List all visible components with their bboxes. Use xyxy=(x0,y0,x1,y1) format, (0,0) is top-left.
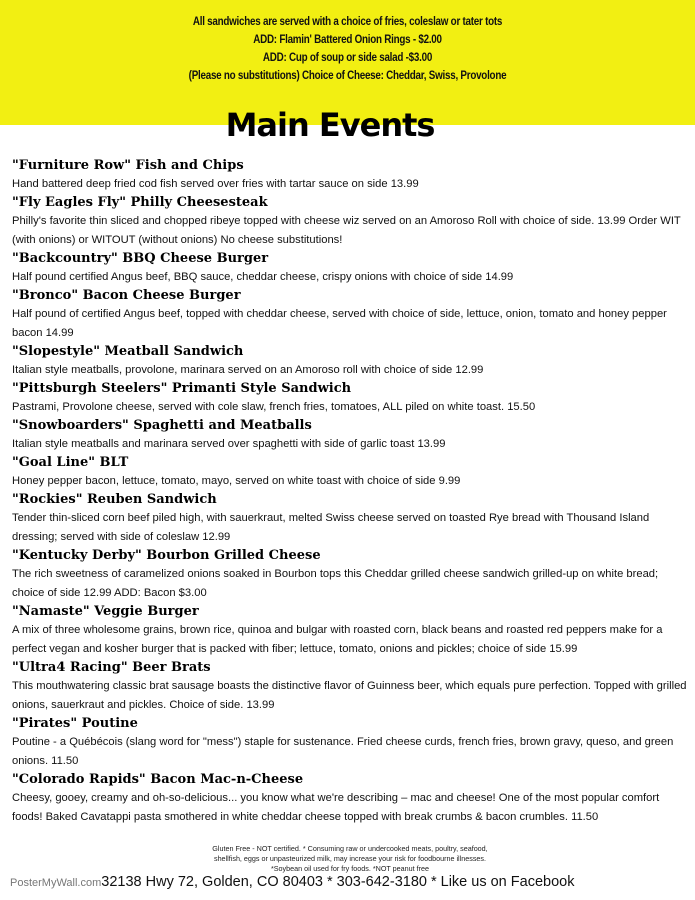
allergy-footnote xyxy=(0,844,695,874)
footnote-line: *Soybean oil used for fry foods. *NOT peanut free xyxy=(270,864,430,873)
menu-item-name: "Pirates" Poutine xyxy=(12,716,138,731)
menu-item-name: "Pittsburgh Steelers" Primanti Style Sandwich xyxy=(12,381,352,396)
menu-item-description: Tender thin-sliced corn beef piled high, with sauerkraut, melted Swiss cheese served on toasted Rye bread with Thousand Island dressing; served with side of coleslaw 12.99 xyxy=(12,512,650,543)
banner-line: ADD: Cup of soup or side salad -$3.00 xyxy=(262,50,433,64)
menu-item xyxy=(12,194,688,250)
menu-item-name: "Fly Eagles Fly" Philly Cheesesteak xyxy=(12,195,268,210)
menu-item-description: Honey pepper bacon, lettuce, tomato, mayo, served on white toast with choice of side 9.99 xyxy=(12,475,461,487)
menu-item-name: "Colorado Rapids" Bacon Mac-n-Cheese xyxy=(12,772,304,787)
menu-item xyxy=(12,659,688,715)
menu-item-description: Half pound of certified Angus beef, topped with cheddar cheese, served with choice of side, lettuce, onion, tomato and honey pepper bacon 14.99 xyxy=(12,308,667,339)
menu-item-description: This mouthwatering classic brat sausage boasts the distinctive flavor of Guinness beer, which equals pure perfection. Topped with grilled onions, sauerkraut and pickles. Choice of side. 13.99 xyxy=(12,680,687,711)
banner-line: (Please no substitutions) Choice of Cheese: Cheddar, Swiss, Provolone xyxy=(188,68,507,82)
banner-line: All sandwiches are served with a choice of fries, coleslaw or tater tots xyxy=(192,14,503,28)
menu-item xyxy=(12,157,688,194)
menu-item-description: Hand battered deep fried cod fish served over fries with tartar sauce on side 13.99 xyxy=(12,178,419,190)
page-title: Main Events xyxy=(225,106,435,144)
menu-item-name: "Kentucky Derby" Bourbon Grilled Cheese xyxy=(12,548,321,563)
menu-item-description: Philly's favorite thin sliced and chopped ribeye topped with cheese wiz served on an Amoroso Roll with choice of side. 13.99 Order WIT (with onions) or WITOUT (without onions) No cheese substitutions! xyxy=(12,215,681,246)
menu-item xyxy=(12,417,688,454)
menu-item-description: Italian style meatballs and marinara served over spaghetti with side of garlic toast 13.99 xyxy=(12,438,446,450)
footnote-line: shellfish, eggs or unpasteurized milk, may increase your risk for foodbourne illnesses. xyxy=(213,854,487,863)
menu-item-name: "Backcountry" BBQ Cheese Burger xyxy=(12,251,269,266)
menu-list xyxy=(12,157,688,827)
menu-item-description: Half pound certified Angus beef, BBQ sauce, cheddar cheese, crispy onions with choice of side 14.99 xyxy=(12,271,514,283)
menu-item xyxy=(12,343,688,380)
menu-item-description: Italian style meatballs, provolone, marinara served on an Amoroso roll with choice of side 12.99 xyxy=(12,364,484,376)
menu-item xyxy=(12,491,688,547)
menu-item xyxy=(12,771,688,827)
menu-item-name: "Bronco" Bacon Cheese Burger xyxy=(12,288,241,303)
banner-line: ADD: Flamin' Battered Onion Rings - $2.00 xyxy=(253,32,442,46)
menu-item-name: "Ultra4 Racing" Beer Brats xyxy=(12,660,211,675)
footnote-line: Gluten Free - NOT certified. * Consuming raw or undercooked meats, poultry, seafood, xyxy=(212,844,488,853)
menu-item-name: "Rockies" Reuben Sandwich xyxy=(12,492,217,507)
menu-item xyxy=(12,715,688,771)
contact-info: 32138 Hwy 72, Golden, CO 80403 * 303-642-3180 * Like us on Facebook xyxy=(101,874,575,890)
menu-item-description: The rich sweetness of caramelized onions soaked in Bourbon tops this Cheddar grilled cheese sandwich grilled-up on white bread; choice of side 12.99 ADD: Bacon $3.00 xyxy=(12,568,659,599)
menu-item-description: A mix of three wholesome grains, brown rice, quinoa and bulgar with roasted corn, black beans and roasted red peppers make for a perfect vegan and kosher burger that is packed with fiber; lettuce, tomato, onions and pickles; choice of side 15.99 xyxy=(12,624,663,655)
menu-item-name: "Slopestyle" Meatball Sandwich xyxy=(12,344,244,359)
menu-item-description: Cheesy, gooey, creamy and oh-so-delicious... you know what we're describing – mac and cheese! One of the most popular comfort foods! Baked Cavatappi pasta smothered in white cheddar cheese topped with break crumbs & bacon crumbles. 11.50 xyxy=(12,792,660,823)
menu-item xyxy=(12,603,688,659)
menu-item-name: "Namaste" Veggie Burger xyxy=(12,604,199,619)
postermywall-watermark: PosterMyWall.com xyxy=(10,877,102,889)
menu-item-name: "Goal Line" BLT xyxy=(12,455,129,470)
menu-item-name: "Furniture Row" Fish and Chips xyxy=(12,158,244,173)
menu-item xyxy=(12,287,688,343)
menu-item-description: Pastrami, Provolone cheese, served with cole slaw, french fries, tomatoes, ALL piled on white toast. 15.50 xyxy=(12,401,536,413)
menu-item xyxy=(12,547,688,603)
menu-item xyxy=(12,250,688,287)
menu-item xyxy=(12,454,688,491)
menu-item-name: "Snowboarders" Spaghetti and Meatballs xyxy=(12,418,312,433)
footer xyxy=(10,874,574,890)
menu-item xyxy=(12,380,688,417)
menu-item-description: Poutine - a Québécois (slang word for "mess") staple for sustenance. Fried cheese curds, french fries, brown gravy, queso, and green onions. 11.50 xyxy=(12,736,674,767)
